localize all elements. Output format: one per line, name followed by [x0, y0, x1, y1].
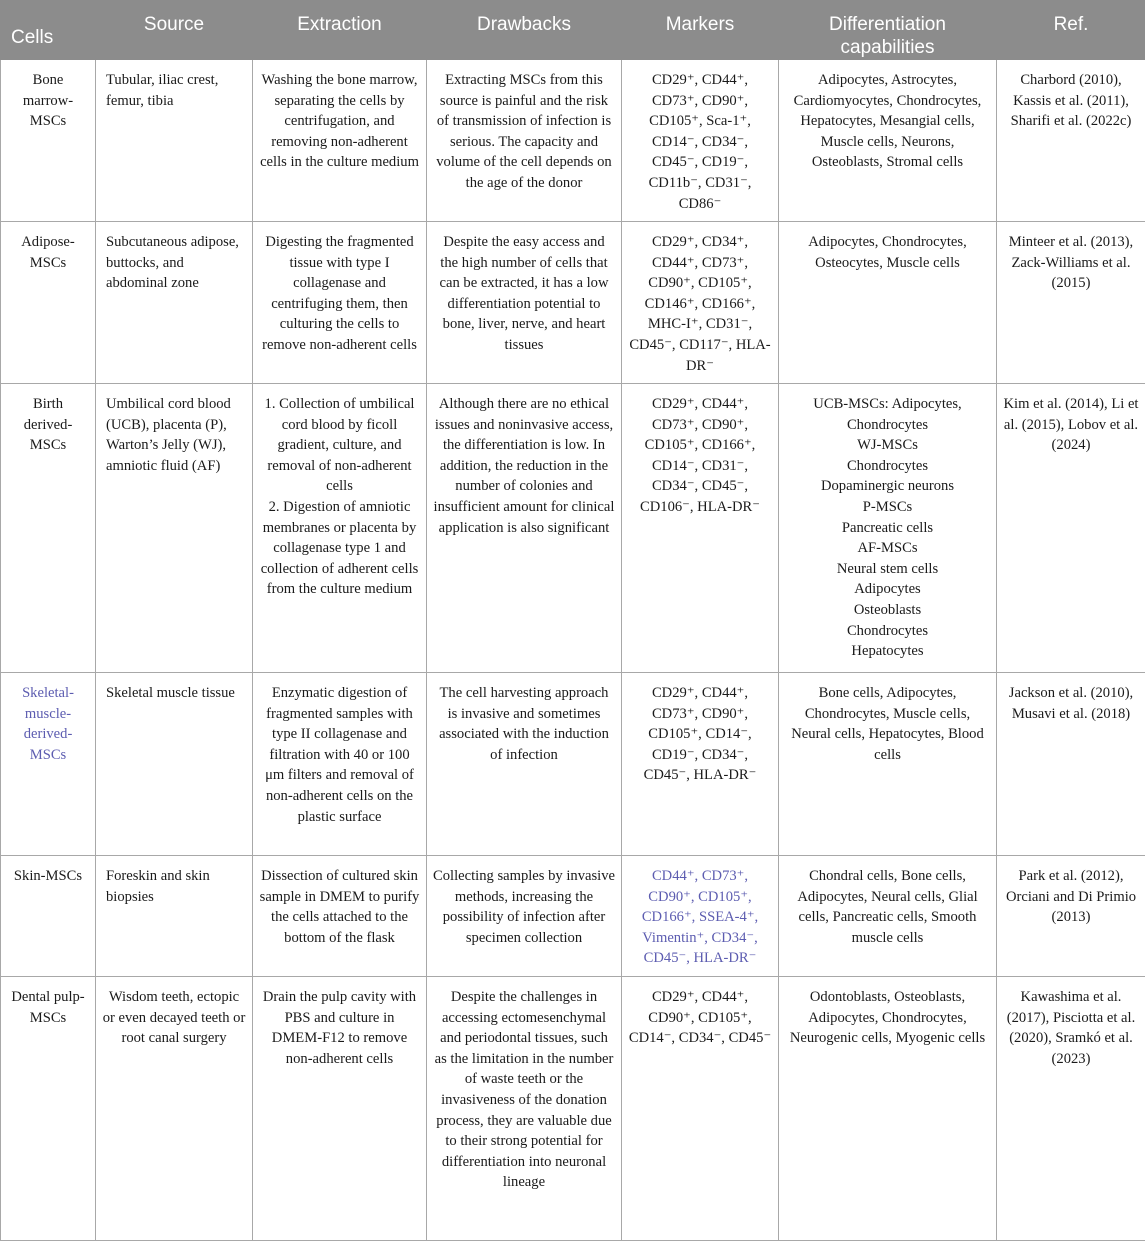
cell-source: Foreskin and skin biopsies [96, 856, 253, 977]
cell-differentiation: Chondral cells, Bone cells, Adipocytes, Neural cells, Glial cells, Pancreatic cells, Smooth muscle cells [779, 856, 997, 977]
cell-extraction: Enzymatic digestion of fragmented samples with type II collagenase and filtration with 40 or 100 μm filters and removal of non-adherent cells on the plastic surface [253, 673, 427, 856]
cell-drawbacks: The cell harvesting approach is invasive and sometimes associated with the induction of infection [427, 673, 622, 856]
table-row [1, 977, 1145, 1241]
cell-source: Subcutaneous adipose, buttocks, and abdominal zone [96, 222, 253, 384]
cell-differentiation: Adipocytes, Chondrocytes, Osteocytes, Muscle cells [779, 222, 997, 384]
cell-ref: Charbord (2010), Kassis et al. (2011), Sharifi et al. (2022c) [997, 60, 1145, 222]
cell-type: Bone marrow-MSCs [1, 60, 96, 222]
cell-markers: CD29⁺, CD44⁺, CD73⁺, CD90⁺, CD105⁺, Sca-1⁺, CD14⁻, CD34⁻, CD45⁻, CD19⁻, CD11b⁻, CD31⁻, CD86⁻ [622, 60, 779, 222]
cell-source: Tubular, iliac crest, femur, tibia [96, 60, 253, 222]
header-source: Source [96, 1, 253, 60]
cell-type: Skin-MSCs [1, 856, 96, 977]
cell-extraction: Washing the bone marrow, separating the cells by centrifugation, and removing non-adherent cells in the culture medium [253, 60, 427, 222]
cell-source: Wisdom teeth, ectopic or even decayed teeth or root canal surgery [96, 977, 253, 1241]
cell-differentiation: UCB-MSCs: Adipocytes, Chondrocytes WJ-MSCs Chondrocytes Dopaminergic neurons P-MSCs Pancreatic cells AF-MSCs Neural stem cells Adipocytes Osteoblasts Chondrocytes Hepatocytes [779, 384, 997, 673]
cell-extraction: 1. Collection of umbilical cord blood by ficoll gradient, culture, and removal of non-adherent cells 2. Digestion of amniotic membranes or placenta by collagenase type 1 and collection of adherent cells from the culture medium [253, 384, 427, 673]
cell-differentiation: Adipocytes, Astrocytes, Cardiomyocytes, Chondrocytes, Hepatocytes, Mesangial cells, Muscle cells, Neurons, Osteoblasts, Stromal cells [779, 60, 997, 222]
cell-markers: CD29⁺, CD44⁺, CD73⁺, CD90⁺, CD105⁺, CD14⁻, CD19⁻, CD34⁻, CD45⁻, HLA-DR⁻ [622, 673, 779, 856]
table-row [1, 222, 1145, 384]
cell-extraction: Drain the pulp cavity with PBS and culture in DMEM-F12 to remove non-adherent cells [253, 977, 427, 1241]
table-row [1, 673, 1145, 856]
cell-type: Adipose-MSCs [1, 222, 96, 384]
cell-source: Skeletal muscle tissue [96, 673, 253, 856]
table-row [1, 384, 1145, 673]
cell-differentiation: Odontoblasts, Osteoblasts, Adipocytes, Chondrocytes, Neurogenic cells, Myogenic cells [779, 977, 997, 1241]
header-drawbacks: Drawbacks [427, 1, 622, 60]
cell-markers: CD29⁺, CD34⁺, CD44⁺, CD73⁺, CD90⁺, CD105⁺, CD146⁺, CD166⁺, MHC-I⁺, CD31⁻, CD45⁻, CD117⁻, HLA-DR⁻ [622, 222, 779, 384]
cell-type: Birth derived-MSCs [1, 384, 96, 673]
cell-ref: Kawashima et al. (2017), Pisciotta et al. (2020), Sramkó et al. (2023) [997, 977, 1145, 1241]
cell-ref: Jackson et al. (2010), Musavi et al. (2018) [997, 673, 1145, 856]
cell-extraction: Digesting the fragmented tissue with type I collagenase and centrifuging them, then culturing the cells to remove non-adherent cells [253, 222, 427, 384]
cell-drawbacks: Although there are no ethical issues and noninvasive access, the differentiation is low. In addition, the reduction in the number of colonies and insufficient amount for clinical application is also significant [427, 384, 622, 673]
cell-markers: CD44⁺, CD73⁺, CD90⁺, CD105⁺, CD166⁺, SSEA-4⁺, Vimentin⁺, CD34⁻, CD45⁻, HLA-DR⁻ [622, 856, 779, 977]
cell-drawbacks: Despite the challenges in accessing ectomesenchymal and periodontal tissues, such as the limitation in the number of waste teeth or the invasiveness of the donation process, they are valuable due to their strong potential for differentiation into neuronal lineage [427, 977, 622, 1241]
cell-drawbacks: Extracting MSCs from this source is painful and the risk of transmission of infection is serious. The capacity and volume of the cell depends on the age of the donor [427, 60, 622, 222]
cell-source: Umbilical cord blood (UCB), placenta (P), Warton’s Jelly (WJ), amniotic fluid (AF) [96, 384, 253, 673]
cell-ref: Park et al. (2012), Orciani and Di Primio (2013) [997, 856, 1145, 977]
cell-ref: Kim et al. (2014), Li et al. (2015), Lobov et al. (2024) [997, 384, 1145, 673]
cell-drawbacks: Despite the easy access and the high number of cells that can be extracted, it has a low differentiation potential to bone, liver, nerve, and heart tissues [427, 222, 622, 384]
header-row [1, 1, 1145, 60]
header-ref: Ref. [997, 1, 1145, 60]
header-differentiation: Differentiation capabilities [779, 1, 997, 60]
cell-differentiation: Bone cells, Adipocytes, Chondrocytes, Muscle cells, Neural cells, Hepatocytes, Blood cells [779, 673, 997, 856]
table-row [1, 856, 1145, 977]
cell-drawbacks: Collecting samples by invasive methods, increasing the possibility of infection after specimen collection [427, 856, 622, 977]
cell-type: Skeletal-muscle-derived-MSCs [1, 673, 96, 856]
cell-extraction: Dissection of cultured skin sample in DMEM to purify the cells attached to the bottom of the flask [253, 856, 427, 977]
header-cells: Cells [1, 1, 96, 60]
cell-markers: CD29⁺, CD44⁺, CD73⁺, CD90⁺, CD105⁺, CD166⁺, CD14⁻, CD31⁻, CD34⁻, CD45⁻, CD106⁻, HLA-DR⁻ [622, 384, 779, 673]
table-row [1, 60, 1145, 222]
header-markers: Markers [622, 1, 779, 60]
cell-type: Dental pulp-MSCs [1, 977, 96, 1241]
cell-markers: CD29⁺, CD44⁺, CD90⁺, CD105⁺, CD14⁻, CD34⁻, CD45⁻ [622, 977, 779, 1241]
cell-ref: Minteer et al. (2013), Zack-Williams et al. (2015) [997, 222, 1145, 384]
header-extraction: Extraction [253, 1, 427, 60]
